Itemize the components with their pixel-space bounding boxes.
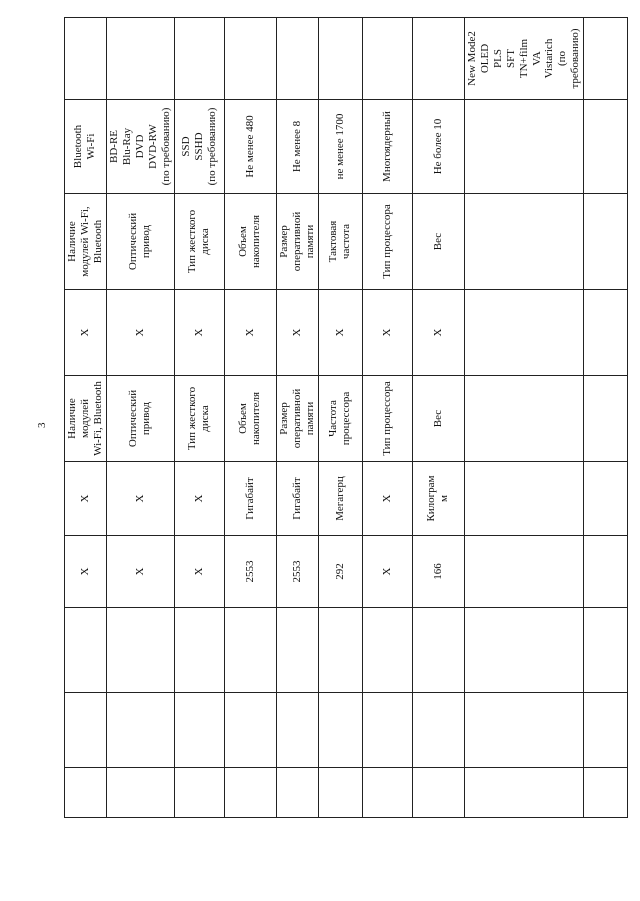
table-cell — [224, 693, 276, 768]
table-cell: Не менее 8 — [276, 100, 318, 194]
table-cell — [224, 18, 276, 100]
table-cell: Оптический привод — [106, 376, 174, 462]
table-cell: Не более 10 — [412, 100, 464, 194]
table-cell — [174, 768, 224, 818]
table-cell — [584, 608, 628, 693]
table-row — [362, 18, 412, 818]
table-cell — [464, 536, 584, 608]
table-cell: Х — [362, 462, 412, 536]
table-row — [65, 18, 107, 818]
table-cell — [106, 18, 174, 100]
table-row — [174, 18, 224, 818]
table-cell — [106, 768, 174, 818]
table-cell — [464, 194, 584, 290]
table-cell: Х — [224, 290, 276, 376]
table-row — [276, 18, 318, 818]
table-cell: 2553 — [224, 536, 276, 608]
table-cell — [276, 18, 318, 100]
table-cell — [464, 290, 584, 376]
table-cell: Гигабайт — [224, 462, 276, 536]
table-cell: Мегагерц — [318, 462, 362, 536]
table-cell: Х — [362, 536, 412, 608]
table-cell — [584, 18, 628, 100]
table-cell — [464, 768, 584, 818]
table-cell — [65, 693, 107, 768]
table-cell — [224, 768, 276, 818]
table-cell — [584, 462, 628, 536]
table-cell: Тактовая частота — [318, 194, 362, 290]
table-cell — [318, 608, 362, 693]
table-cell: Х — [174, 462, 224, 536]
table-cell: Х — [276, 290, 318, 376]
table-cell: 292 — [318, 536, 362, 608]
table-cell — [65, 18, 107, 100]
table-cell — [224, 608, 276, 693]
table-row — [412, 18, 464, 818]
table-cell — [412, 693, 464, 768]
table-cell — [106, 693, 174, 768]
table-cell — [276, 608, 318, 693]
table-cell: Х — [106, 536, 174, 608]
table-cell — [318, 693, 362, 768]
table-cell — [65, 608, 107, 693]
table-cell: Х — [362, 290, 412, 376]
rotated-table-wrapper — [64, 18, 592, 818]
table-cell: Гигабайт — [276, 462, 318, 536]
table-cell: Размер оперативной памяти — [276, 376, 318, 462]
table-cell: Х — [174, 536, 224, 608]
table-cell: 2553 — [276, 536, 318, 608]
table-cell: Х — [412, 290, 464, 376]
table-row — [318, 18, 362, 818]
table-cell: Тип жесткого диска — [174, 194, 224, 290]
table-cell: Многоядерный — [362, 100, 412, 194]
table-cell — [174, 18, 224, 100]
table-cell — [174, 693, 224, 768]
table-cell — [318, 768, 362, 818]
table-cell: Тип процессора — [362, 194, 412, 290]
table-cell: Объем накопителя — [224, 194, 276, 290]
spec-table — [64, 17, 628, 818]
table-cell — [464, 376, 584, 462]
table-cell — [584, 100, 628, 194]
table-cell — [464, 100, 584, 194]
table-cell — [584, 768, 628, 818]
table-cell: Х — [106, 290, 174, 376]
table-cell: Тип процессора — [362, 376, 412, 462]
table-cell: Размер оперативной памяти — [276, 194, 318, 290]
table-cell: Объем накопителя — [224, 376, 276, 462]
table-cell — [174, 608, 224, 693]
table-cell — [412, 608, 464, 693]
table-cell — [584, 290, 628, 376]
table-cell — [362, 693, 412, 768]
table-cell — [412, 768, 464, 818]
table-row — [464, 18, 584, 818]
table-cell — [276, 693, 318, 768]
table-cell: Х — [65, 462, 107, 536]
table-cell — [584, 194, 628, 290]
page-number: 3 — [36, 422, 48, 428]
table-cell — [65, 768, 107, 818]
table-cell: Х — [318, 290, 362, 376]
table-cell — [464, 608, 584, 693]
table-cell: Х — [174, 290, 224, 376]
table-cell — [464, 693, 584, 768]
table-cell: Вес — [412, 376, 464, 462]
table-cell — [464, 462, 584, 536]
table-cell — [106, 608, 174, 693]
table-cell: Не менее 480 — [224, 100, 276, 194]
table-cell — [412, 18, 464, 100]
table-cell — [362, 18, 412, 100]
table-cell — [276, 768, 318, 818]
table-cell — [362, 768, 412, 818]
table-cell — [584, 376, 628, 462]
table-cell: Наличие модулей Wi-Fi, Bluetooth — [65, 376, 107, 462]
table-cell — [584, 693, 628, 768]
table-cell: Х — [65, 290, 107, 376]
table-cell: Вес — [412, 194, 464, 290]
table-cell: Х — [65, 536, 107, 608]
table-cell: Килограм м — [412, 462, 464, 536]
table-cell: BD-RE Blu-Ray DVD DVD-RW (по требованию) — [106, 100, 174, 194]
table-cell: Тип жесткого диска — [174, 376, 224, 462]
table-cell: не менее 1700 — [318, 100, 362, 194]
table-cell: Наличие модулей Wi-Fi, Bluetooth — [65, 194, 107, 290]
table-row — [106, 18, 174, 818]
table-row — [584, 18, 628, 818]
table-cell: Х — [106, 462, 174, 536]
table-row — [224, 18, 276, 818]
table-cell — [362, 608, 412, 693]
table-cell: Частота процессора — [318, 376, 362, 462]
table-cell: 166 — [412, 536, 464, 608]
table-cell: SSD SSHD (по требованию) — [174, 100, 224, 194]
table-cell — [318, 18, 362, 100]
table-cell: New Mode2 OLED PLS SFT TN+film VA Vistarich (по требованию) — [464, 18, 584, 100]
table-cell: Оптический привод — [106, 194, 174, 290]
table-cell — [584, 536, 628, 608]
table-cell: Bluetooth Wi-Fi — [65, 100, 107, 194]
